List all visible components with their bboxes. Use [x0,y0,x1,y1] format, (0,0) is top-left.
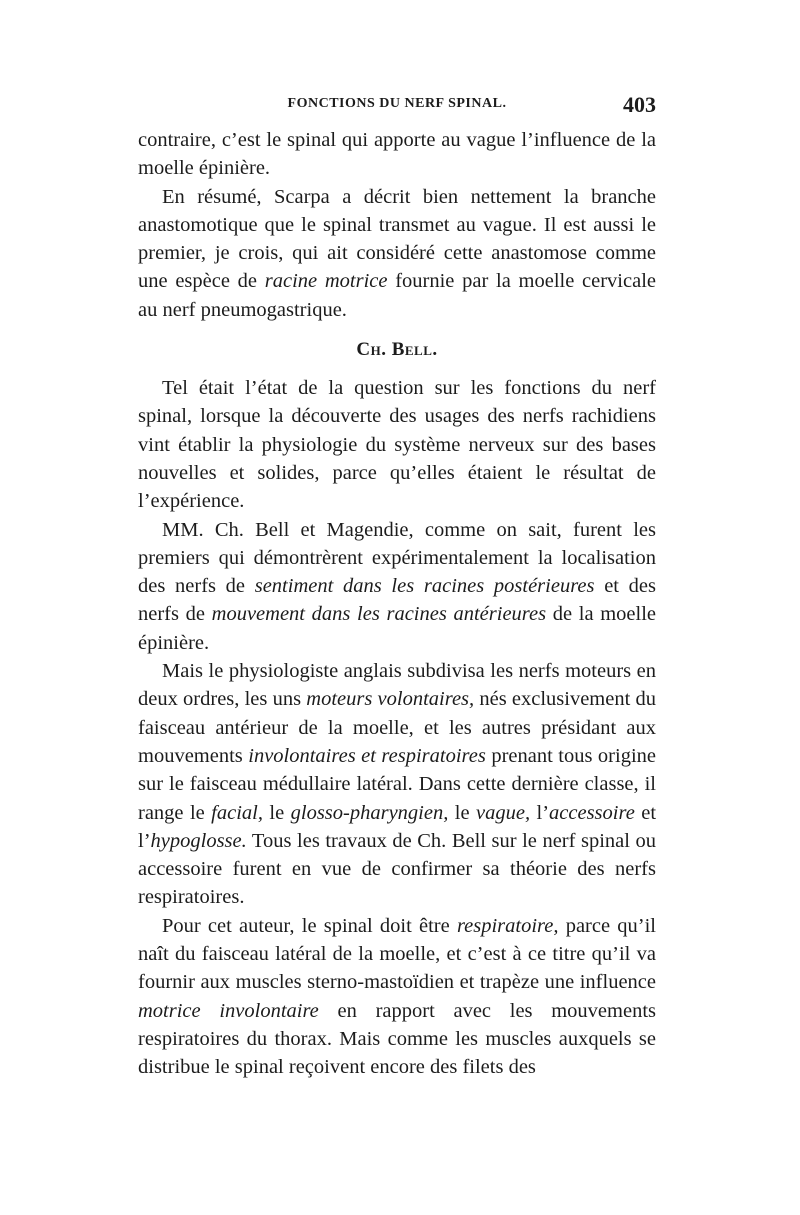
text-run: en rapport avec les mouvements respiratoires du thorax. Mais comme les muscles auxquels se distribue le spinal reçoivent encore des filets des [138,999,656,1079]
text-run: Mais le physiologiste anglais subdivisa les nerfs moteurs en deux ordres, les uns [138,660,656,711]
page-number: 403 [623,92,656,117]
text-run: parce qu’il naît du faisceau latéral de la moelle, et c’est à ce titre qu’il va fournir aux muscles sterno-mastoïdien et trapèze une influence [138,914,656,994]
italic-run: respiratoire, [456,914,559,937]
text-run: fournie par la moelle cervicale au nerf pneumogastrique. [138,270,656,321]
section-heading: Ch. Bell. [356,339,438,361]
text-run: de la moelle épinière. [138,603,656,654]
running-title: FONCTIONS DU NERF SPINAL. [287,96,507,111]
paragraph-question [138,374,656,515]
paragraph-text: Tel était l’état de la question sur les fonctions du nerf spinal, lorsque la découverte des usages des nerfs rachidiens vint établir la physiologie du système nerveux sur des bases nouvelles et solides, parce qu’elles étaient le résultat de l’expérience. [138,377,656,513]
text-run: le [262,801,291,824]
text-run: prenant tous origine sur le faisceau médullaire latéral. Dans cette dernière classe, il range le [138,744,656,824]
text-run: MM. Ch. Bell et Magendie, comme on sait, furent les premiers qui démontrèrent expérimentalement la localisation des nerfs de [138,518,656,598]
paragraph-continuation [138,126,656,183]
paragraph-summary [138,183,656,324]
italic-run: facial, [211,801,263,824]
italic-run: glosso-pharyngien, [290,801,449,824]
italic-run: involontaires et respiratoires [248,744,486,767]
text-run: et l’ [138,801,657,852]
italic-run: vague, [476,801,531,824]
paragraph-respiratory [138,912,656,1082]
italic-run: racine motrice [264,270,388,293]
text-run: Tous les travaux de Ch. Bell sur le nerf spinal ou accessoire furent en vue de confirmer sa théorie des nerfs respiratoires. [138,829,656,909]
italic-run: sentiment dans les racines postérieures [254,575,595,598]
text-run: et des nerfs de [138,575,656,626]
italic-run: mouvement dans les racines antérieures [211,603,547,626]
paragraph-motor-nerves [138,657,656,912]
paragraph-text: contraire, c’est le spinal qui apporte au vague l’influence de la moelle épinière. [138,129,656,180]
italic-run: accessoire [549,801,635,824]
text-run: En résumé, Scarpa a décrit bien nettement la branche anastomotique que le spinal transmet au vague. Il est aussi le premier, je crois, qui ait considéré cette anastomose comme une espèce de [138,185,656,293]
text-run: le [448,801,476,824]
text-run: nés exclusivement du faisceau antérieur de la moelle, et les autres présidant aux mouvements [138,688,656,767]
running-head [138,92,656,122]
italic-run: moteurs volontaires, [306,688,475,711]
italic-run: motrice involontaire [138,999,319,1022]
book-page [138,92,656,1082]
paragraph-bell-magendie [138,516,656,657]
text-run: Pour cet auteur, le spinal doit être [162,914,457,937]
italic-run: hypoglosse. [150,829,247,852]
text-run: l’ [530,801,550,824]
